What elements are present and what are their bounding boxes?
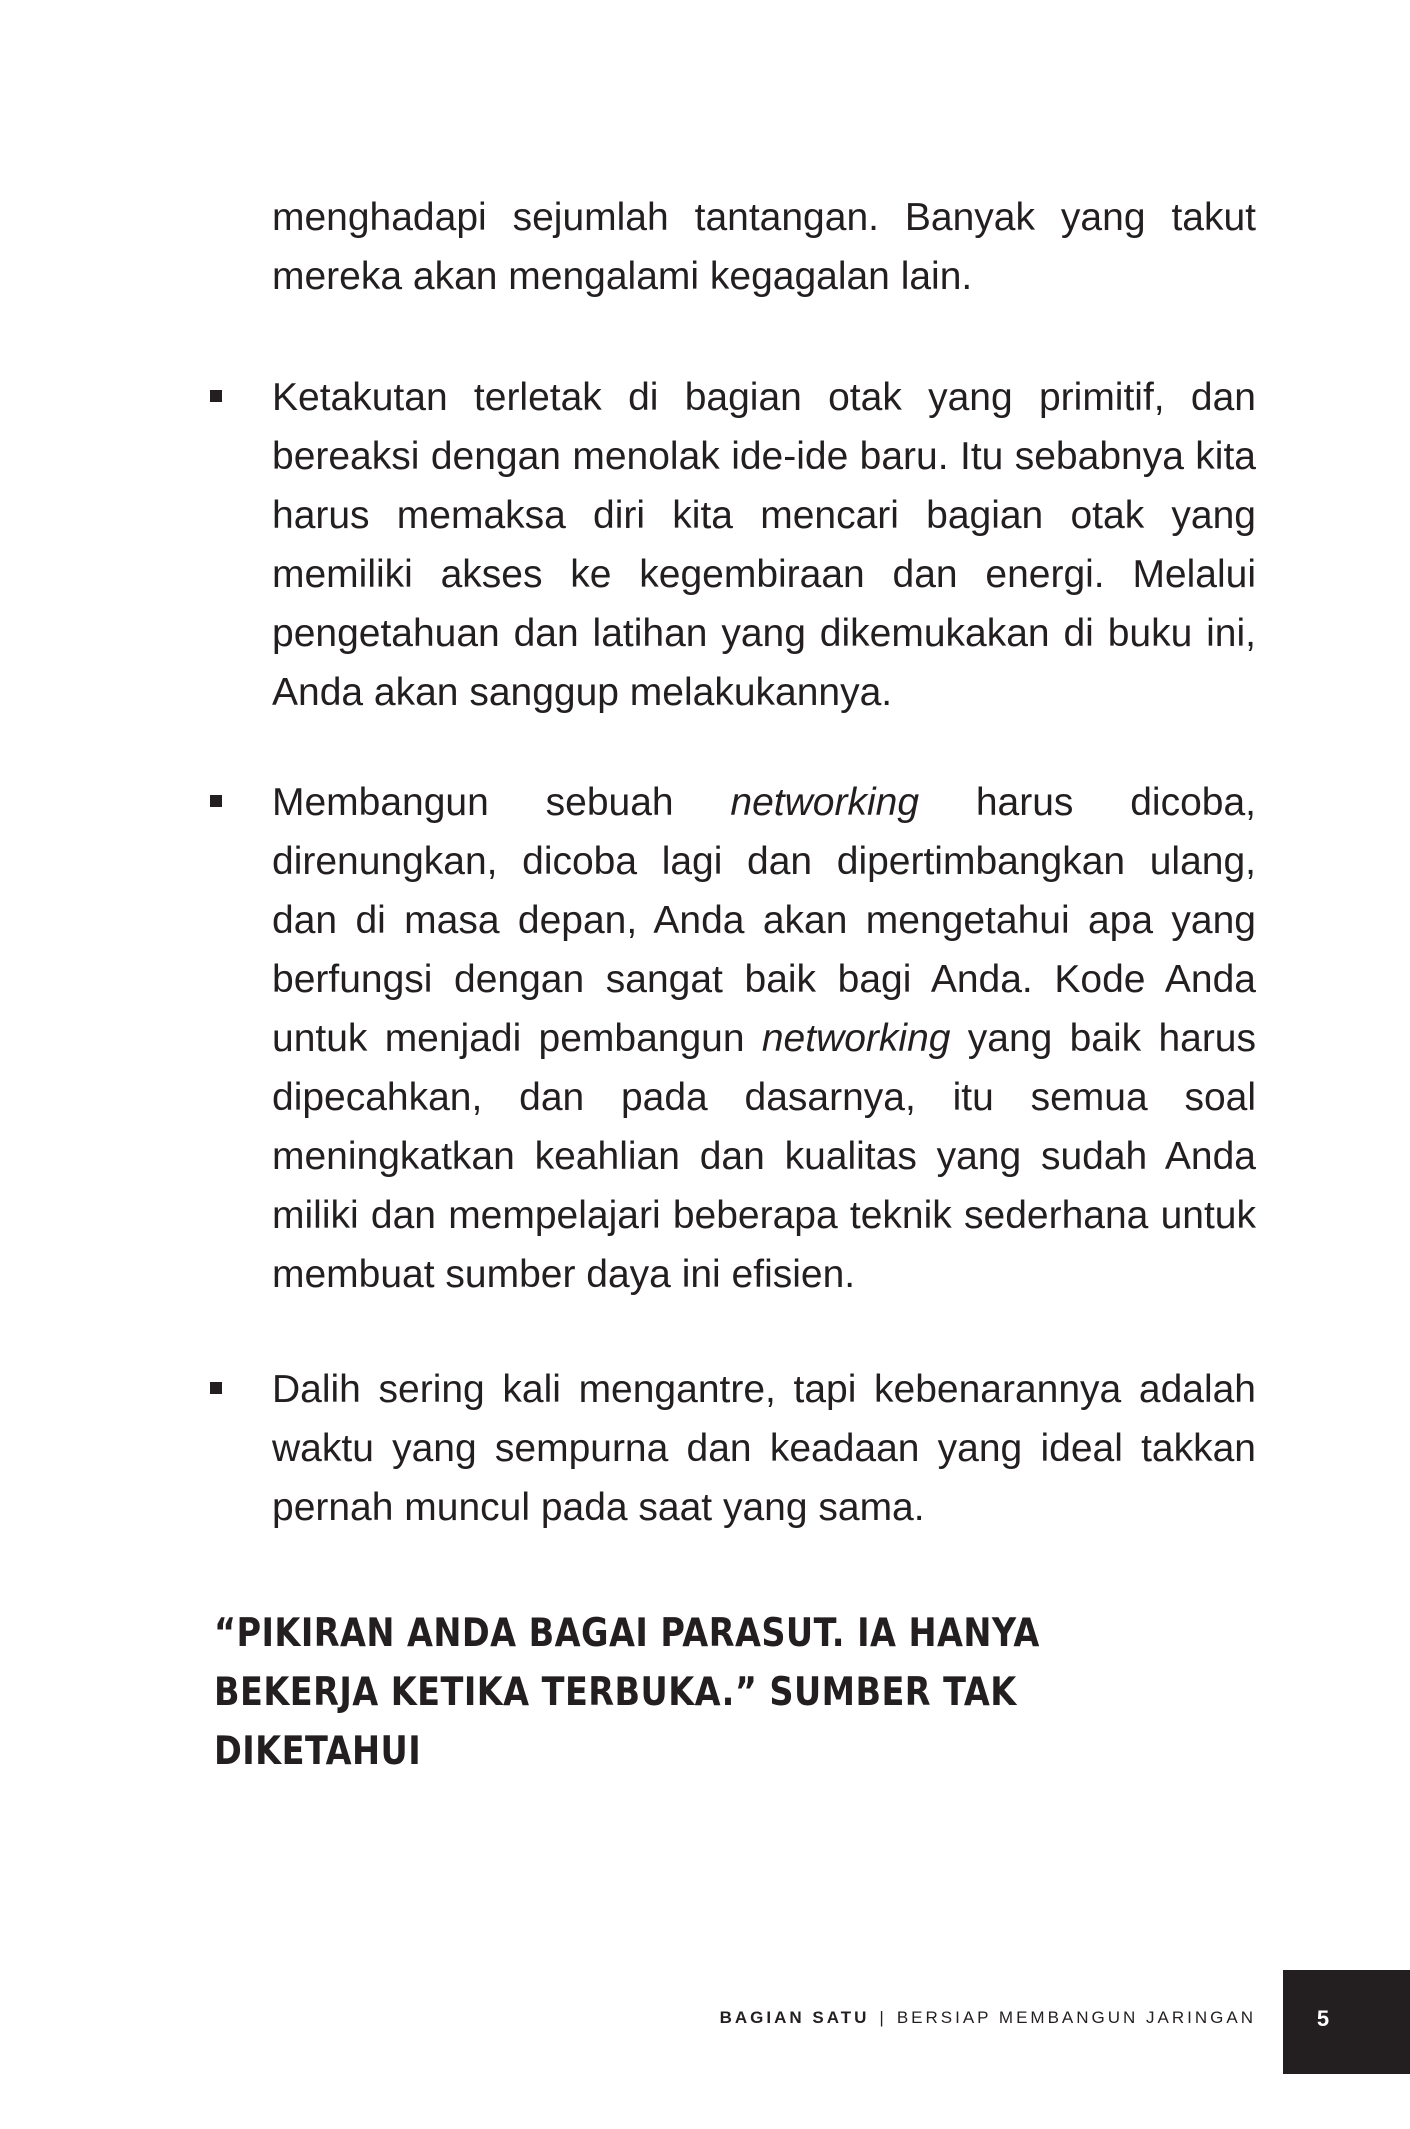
footer-separator: | bbox=[879, 2008, 887, 2027]
bullet-text: Dalih sering kali mengantre, tapi kebenarannya adalah waktu yang sempurna dan keadaan yang ideal takkan pernah muncul pada saat yang sama. bbox=[272, 1368, 1256, 1529]
footer-chapter-title: BERSIAP MEMBANGUN JARINGAN bbox=[896, 2008, 1256, 2027]
square-bullet-icon bbox=[210, 795, 222, 807]
bullet-text: Ketakutan terletak di bagian otak yang primitif, dan bereaksi dengan menolak ide-ide baru. Itu sebabnya kita harus memaksa diri kita mencari bagian otak yang memiliki akses ke kegembiraan dan energi. Melalui pengetahuan dan latihan yang dikemukakan di buku ini, Anda akan sanggup melakukannya. bbox=[272, 376, 1256, 714]
running-footer bbox=[720, 2008, 1256, 2028]
footer-part-label: BAGIAN SATU bbox=[719, 2008, 870, 2027]
italic-term: networking bbox=[730, 781, 920, 824]
page-number: 5 bbox=[1316, 2006, 1330, 2031]
continued-paragraph: menghadapi sejumlah tantangan. Banyak yang takut mereka akan mengalami kegagalan lain. bbox=[272, 196, 1256, 298]
text-segment: yang baik harus dipecahkan, dan pada dasarnya, itu semua soal meningkatkan keahlian dan kualitas yang sudah Anda miliki dan mempelajari beberapa teknik sederhana untuk membuat sumber daya ini efisien. bbox=[272, 1017, 1256, 1296]
italic-term: networking bbox=[761, 1017, 951, 1060]
bullet-text bbox=[272, 773, 1256, 1304]
text-segment: Membangun sebuah bbox=[272, 781, 731, 824]
page-number-tab bbox=[1283, 1970, 1410, 2074]
square-bullet-icon bbox=[210, 390, 222, 402]
pull-quote: “PIKIRAN ANDA BAGAI PARASUT. IA HANYA BEKERJA KETIKA TERBUKA.” SUMBER TAK DIKETAHUI bbox=[214, 1611, 1040, 1774]
square-bullet-icon bbox=[210, 1382, 222, 1394]
text-segment: harus dicoba, direnungkan, dicoba lagi dan dipertimbangkan ulang, dan di masa depan, Anda akan mengetahui apa yang berfungsi dengan sangat baik bagi Anda. Kode Anda untuk menjadi pembangun bbox=[272, 781, 1256, 1060]
